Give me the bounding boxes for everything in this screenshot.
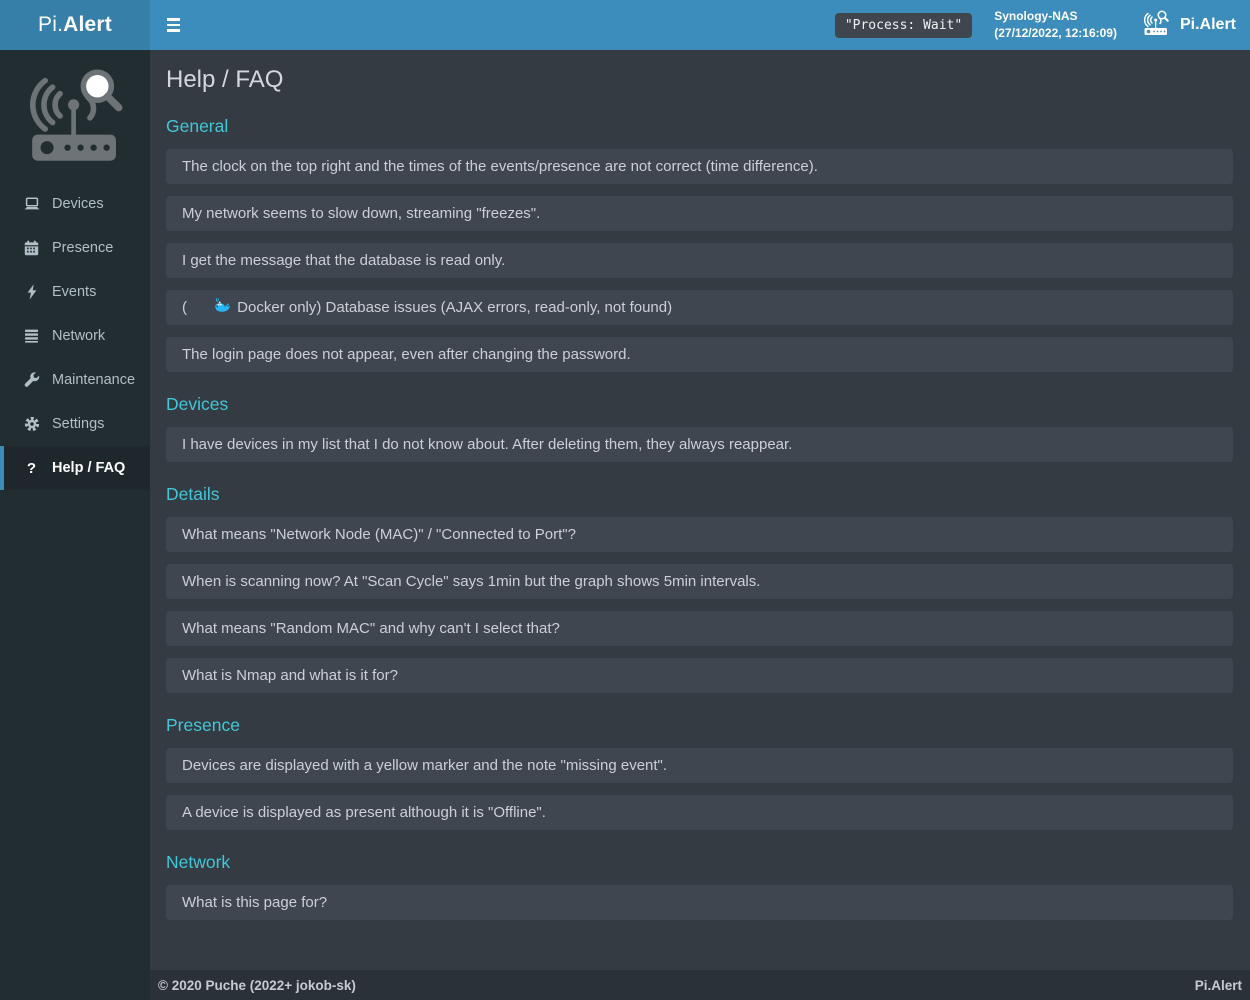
sidebar-item-label: Help / FAQ <box>52 460 126 476</box>
sidebar-item-label: Devices <box>52 196 104 212</box>
faq-item[interactable] <box>166 611 1233 646</box>
faq-item[interactable] <box>166 658 1233 693</box>
app-logo-prefix: Pi. <box>38 13 64 36</box>
sidebar-item-label: Events <box>52 284 97 300</box>
pialert-logo-icon <box>1141 9 1171 42</box>
section-title-details: Details <box>166 484 220 504</box>
sidebar-item-help-faq[interactable] <box>0 446 150 490</box>
faq-item-text: Devices are displayed with a yellow marker and the note "missing event". <box>182 757 668 774</box>
sidebar-item-label: Settings <box>52 416 105 432</box>
sidebar-item-label: Maintenance <box>52 372 136 388</box>
faq-item-text: When is scanning now? At "Scan Cycle" says 1min but the graph shows 5min intervals. <box>182 573 761 590</box>
nas-name: Synology-NAS <box>994 8 1078 23</box>
page-title: Help / FAQ <box>166 66 284 93</box>
faq-item-text: What is Nmap and what is it for? <box>182 667 398 684</box>
faq-item[interactable] <box>166 517 1233 552</box>
section-title-presence: Presence <box>166 715 240 735</box>
faq-item-text: The clock on the top right and the times of the events/presence are not correct (time difference). <box>182 158 818 175</box>
sidebar-item-network[interactable] <box>0 314 150 358</box>
faq-item[interactable] <box>166 885 1233 920</box>
calendar-icon <box>22 240 41 256</box>
faq-item-text: Docker only) Database issues (AJAX errors, read-only, not found) <box>233 299 673 316</box>
laptop-icon <box>22 196 41 212</box>
sidebar-item-devices[interactable] <box>0 182 150 226</box>
app-logo-suffix: Alert <box>63 13 112 36</box>
main-content <box>150 50 1250 970</box>
sidebar-item-presence[interactable] <box>0 226 150 270</box>
faq-item-text: I have devices in my list that I do not know about. After deleting them, they always reappear. <box>182 436 793 453</box>
faq-item-text: A device is displayed as present although it is "Offline". <box>182 804 546 821</box>
faq-item[interactable] <box>166 149 1233 184</box>
faq-item[interactable] <box>166 427 1233 462</box>
question-icon: ? <box>26 459 37 477</box>
faq-item-text: My network seems to slow down, streaming "freezes". <box>182 205 541 222</box>
sidebar-item-label: Network <box>52 328 106 344</box>
bolt-icon <box>22 284 41 300</box>
footer-brand: Pi.Alert <box>1194 977 1242 993</box>
gear-icon <box>22 416 41 432</box>
section-title-network: Network <box>166 852 231 872</box>
navbar <box>150 0 1250 50</box>
network-icon <box>22 328 41 344</box>
nas-info <box>994 8 1117 43</box>
section-title-general: General <box>166 116 229 136</box>
faq-item[interactable] <box>166 795 1233 830</box>
sidebar-item-settings[interactable] <box>0 402 150 446</box>
pialert-sidebar-logo-icon <box>0 50 150 174</box>
faq-item-text: What means "Random MAC" and why can't I select that? <box>182 620 560 637</box>
faq-item-text: The login page does not appear, even after changing the password. <box>182 346 631 363</box>
footer-extra: (2022+ jokob-sk) <box>246 977 356 993</box>
header-brand <box>1141 9 1236 42</box>
faq-item-text: What is this page for? <box>182 894 328 911</box>
sidebar-item-maintenance[interactable] <box>0 358 150 402</box>
sidebar-item-events[interactable] <box>0 270 150 314</box>
faq-item[interactable] <box>166 748 1233 783</box>
faq-item-text: ( <box>182 299 187 316</box>
nas-time: (27/12/2022, 12:16:09) <box>994 26 1117 40</box>
sidebar <box>0 50 150 1000</box>
sidebar-item-label: Presence <box>52 240 114 256</box>
docker-whale-icon <box>187 281 233 334</box>
hamburger-icon[interactable] <box>150 0 196 50</box>
faq-item-text: What means "Network Node (MAC)" / "Connected to Port"? <box>182 526 576 543</box>
faq-item[interactable] <box>166 564 1233 599</box>
faq-item[interactable] <box>166 290 1233 325</box>
section-title-devices: Devices <box>166 394 229 414</box>
footer-copyright-year: © 2020 <box>158 977 206 993</box>
footer-author: Puche <box>205 977 246 993</box>
faq-item[interactable] <box>166 243 1233 278</box>
footer <box>150 970 1250 1000</box>
app-logo[interactable] <box>0 0 150 50</box>
faq-item[interactable] <box>166 337 1233 372</box>
footer-copyright <box>158 978 356 993</box>
wrench-icon <box>22 372 41 388</box>
top-header <box>0 0 1250 50</box>
sidebar-menu <box>0 182 150 490</box>
process-status-badge: "Process: Wait" <box>835 13 972 38</box>
faq-item[interactable] <box>166 196 1233 231</box>
header-brand-label: Pi.Alert <box>1179 16 1236 33</box>
faq-item-text: I get the message that the database is read only. <box>182 252 506 269</box>
